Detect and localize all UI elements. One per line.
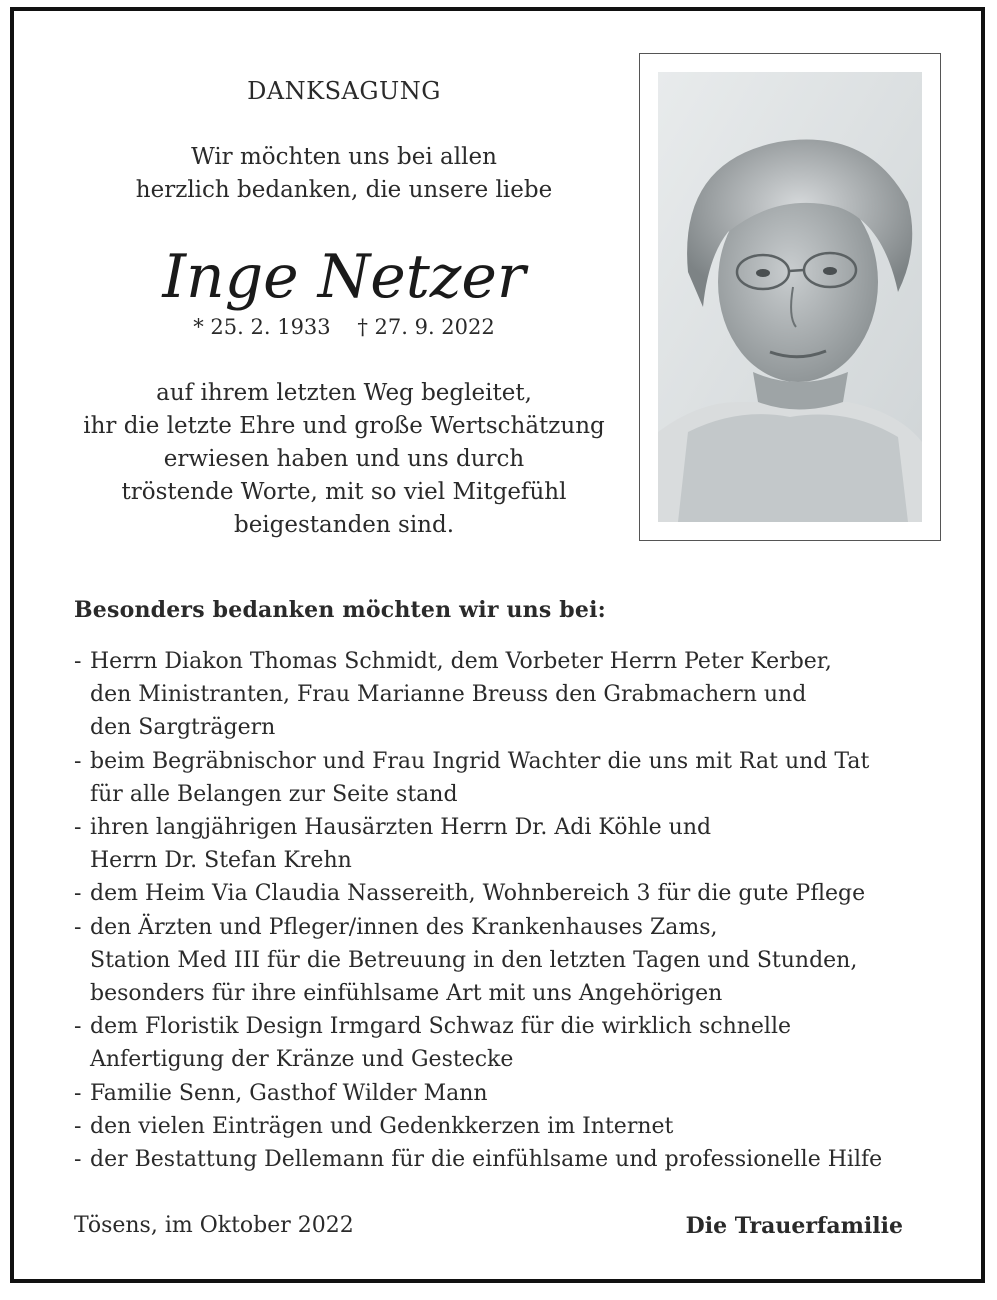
deceased-name: Inge Netzer bbox=[162, 242, 526, 312]
thanks-line: ihr die letzte Ehre und große Wertschätzung bbox=[83, 413, 605, 439]
section-heading: Besonders bedanken möchten wir uns bei: bbox=[74, 597, 606, 623]
intro-text bbox=[94, 141, 594, 207]
death-date: † 27. 9. 2022 bbox=[357, 315, 495, 339]
list-item bbox=[74, 911, 954, 1011]
dash-marker: - bbox=[74, 1147, 82, 1173]
dash-marker: - bbox=[74, 881, 82, 907]
list-item bbox=[74, 745, 954, 811]
thanks-line: auf ihrem letzten Weg begleitet, bbox=[156, 380, 532, 406]
notice-title: DANKSAGUNG bbox=[247, 77, 441, 105]
dash-marker: - bbox=[74, 748, 82, 774]
list-line: den vielen Einträgen und Gedenkkerzen im Internet bbox=[90, 1113, 674, 1139]
signature: Die Trauerfamilie bbox=[685, 1213, 903, 1239]
thanks-line: erwiesen haben und uns durch bbox=[163, 446, 525, 472]
portrait-frame bbox=[639, 53, 941, 541]
dash-marker: - bbox=[74, 815, 82, 841]
life-dates bbox=[94, 315, 594, 339]
dash-marker: - bbox=[74, 1014, 82, 1040]
dash-marker: - bbox=[74, 649, 82, 674]
thanks-text bbox=[74, 377, 614, 542]
place-date: Tösens, im Oktober 2022 bbox=[74, 1213, 354, 1238]
dash-marker: - bbox=[74, 1113, 82, 1139]
list-item bbox=[74, 877, 954, 910]
thanks-line: beigestanden sind. bbox=[233, 512, 455, 538]
list-line: Familie Senn, Gasthof Wilder Mann bbox=[90, 1080, 488, 1106]
list-item bbox=[74, 811, 954, 877]
list-item bbox=[74, 645, 954, 745]
intro-line: Wir möchten uns bei allen bbox=[191, 144, 497, 170]
thanks-line: tröstende Worte, mit so viel Mitgefühl bbox=[121, 479, 567, 505]
list-line: Station Med III für die Betreuung in den letzten Tagen und Stunden, bbox=[90, 947, 858, 973]
portrait-photo bbox=[658, 72, 922, 522]
list-item bbox=[74, 1143, 954, 1176]
list-line: den Ministranten, Frau Marianne Breuss den Grabmachern und bbox=[90, 682, 807, 708]
dash-marker: - bbox=[74, 1080, 82, 1106]
list-line: Herrn Dr. Stefan Krehn bbox=[90, 848, 352, 874]
dash-marker: - bbox=[74, 914, 82, 940]
list-line: dem Heim Via Claudia Nassereith, Wohnbereich 3 für die gute Pflege bbox=[90, 881, 866, 907]
list-line: der Bestattung Dellemann für die einfühlsame und professionelle Hilfe bbox=[90, 1147, 883, 1173]
list-line: dem Floristik Design Irmgard Schwaz für die wirklich schnelle bbox=[90, 1014, 792, 1040]
thanks-list bbox=[74, 645, 954, 1176]
birth-date: * 25. 2. 1933 bbox=[193, 315, 331, 339]
list-line: Herrn Diakon Thomas Schmidt, dem Vorbeter Herrn Peter Kerber, bbox=[90, 649, 832, 674]
list-item bbox=[74, 1110, 954, 1143]
list-line: Anfertigung der Kränze und Gestecke bbox=[90, 1047, 514, 1073]
list-line: den Ärzten und Pfleger/innen des Krankenhauses Zams, bbox=[90, 914, 718, 940]
list-line: den Sargträgern bbox=[90, 715, 276, 741]
list-line: besonders für ihre einfühlsame Art mit uns Angehörigen bbox=[90, 981, 723, 1007]
list-line: ihren langjährigen Hausärzten Herrn Dr. Adi Köhle und bbox=[90, 815, 712, 841]
list-line: für alle Belangen zur Seite stand bbox=[90, 781, 458, 807]
list-item bbox=[74, 1077, 954, 1110]
list-item bbox=[74, 1010, 954, 1076]
list-line: beim Begräbnischor und Frau Ingrid Wachter die uns mit Rat und Tat bbox=[90, 748, 870, 774]
intro-line: herzlich bedanken, die unsere liebe bbox=[135, 177, 553, 203]
notice-frame bbox=[10, 7, 985, 1283]
